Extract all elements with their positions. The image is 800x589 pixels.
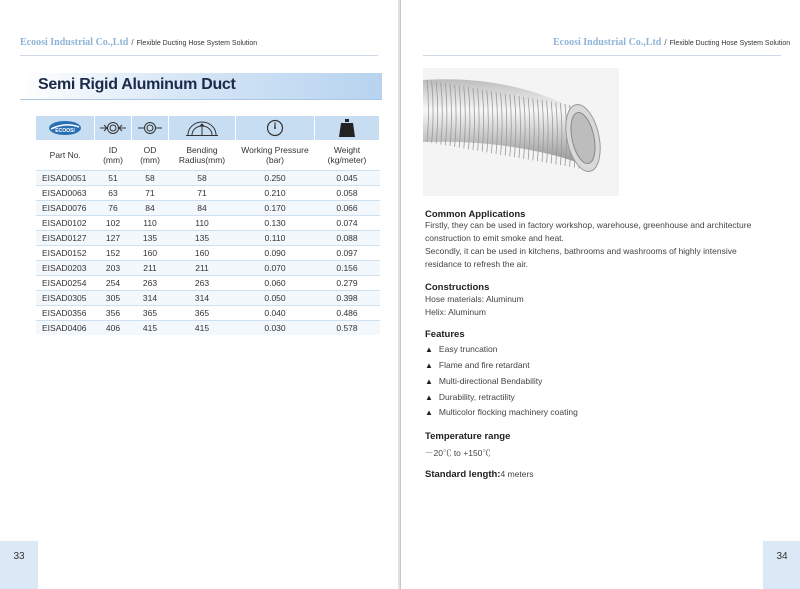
table-cell: 0.156 — [315, 261, 380, 276]
table-cell: 0.070 — [236, 261, 315, 276]
title-band — [20, 73, 382, 100]
table-cell: 211 — [132, 261, 169, 276]
table-cell: 254 — [95, 276, 132, 291]
table-cell: 51 — [95, 171, 132, 186]
table-cell: 0.486 — [315, 306, 380, 321]
table-cell: 0.030 — [236, 321, 315, 336]
table-cell: 76 — [95, 201, 132, 216]
table-cell: 152 — [95, 246, 132, 261]
triangle-bullet-icon: ▲ — [425, 408, 433, 417]
constructions-line: Hose materials: Aluminum — [425, 294, 524, 304]
table-cell: 0.398 — [315, 291, 380, 306]
part-number-cell: EISAD0254 — [36, 276, 95, 291]
feature-text: Easy truncation — [438, 344, 498, 354]
company-name: Ecoosi Industrial Co.,Ltd — [553, 37, 662, 48]
table-cell: 263 — [169, 276, 236, 291]
triangle-bullet-icon: ▲ — [425, 377, 433, 386]
table-cell: 0.060 — [236, 276, 315, 291]
icon-cell — [95, 116, 132, 140]
temperature-value: －20℃ to +150℃ — [425, 448, 491, 458]
column-header — [236, 140, 315, 171]
header-separator: / — [664, 38, 667, 47]
table-cell: 0.088 — [315, 231, 380, 246]
weight-icon — [337, 118, 357, 138]
constructions-text — [425, 293, 785, 319]
temperature-title: Temperature range — [425, 431, 511, 442]
table-cell: 110 — [169, 216, 236, 231]
part-number-cell: EISAD0305 — [36, 291, 95, 306]
table-cell: 0.090 — [236, 246, 315, 261]
page-number: 34 — [776, 551, 788, 562]
table-row — [36, 231, 380, 246]
standard-length-value: 4 meters — [500, 469, 534, 479]
table-cell: 0.130 — [236, 216, 315, 231]
table-cell: 203 — [95, 261, 132, 276]
table-row — [36, 321, 380, 336]
part-number-cell: EISAD0406 — [36, 321, 95, 336]
title-accent — [20, 73, 26, 99]
table-cell: 71 — [132, 186, 169, 201]
table-cell: 58 — [132, 171, 169, 186]
icon-cell — [132, 116, 169, 140]
feature-item — [425, 360, 530, 370]
feature-text: Durability, retractility — [438, 392, 515, 402]
table-cell: 0.097 — [315, 246, 380, 261]
table-cell: 0.066 — [315, 201, 380, 216]
icon-row — [36, 116, 380, 140]
part-number-cell: EISAD0203 — [36, 261, 95, 276]
table-cell: 415 — [132, 321, 169, 336]
outer-diameter-icon — [136, 121, 164, 135]
table-cell: 84 — [132, 201, 169, 216]
table-cell: 0.279 — [315, 276, 380, 291]
feature-item — [425, 407, 578, 417]
table-cell: 160 — [169, 246, 236, 261]
table-row — [36, 246, 380, 261]
feature-text: Multicolor flocking machinery coating — [438, 407, 578, 417]
right-page — [400, 0, 800, 589]
column-header — [95, 140, 132, 171]
page-header — [553, 37, 790, 48]
triangle-bullet-icon: ▲ — [425, 345, 433, 354]
table-cell: 415 — [169, 321, 236, 336]
page-title: Semi Rigid Aluminum Duct — [38, 76, 236, 93]
part-number-cell: EISAD0356 — [36, 306, 95, 321]
part-number-cell: EISAD0076 — [36, 201, 95, 216]
left-page — [0, 0, 399, 589]
header-divider — [20, 55, 378, 56]
table-cell: 356 — [95, 306, 132, 321]
table-cell: 263 — [132, 276, 169, 291]
applications-line: construction to emit smoke and heat. — [425, 233, 564, 243]
table-cell: 0.058 — [315, 186, 380, 201]
feature-text: Multi-directional Bendability — [438, 376, 543, 386]
table-cell: 406 — [95, 321, 132, 336]
icon-cell — [36, 116, 95, 140]
table-cell: 0.210 — [236, 186, 315, 201]
table-row — [36, 201, 380, 216]
table-cell: 365 — [169, 306, 236, 321]
table-row — [36, 261, 380, 276]
duct-image — [423, 68, 619, 196]
column-header-text: Weight (kg/meter) — [327, 145, 367, 165]
header-separator: / — [131, 38, 134, 47]
table-cell: 0.110 — [236, 231, 315, 246]
icon-cell — [315, 116, 380, 140]
part-number-cell: EISAD0063 — [36, 186, 95, 201]
column-header-text: OD (mm) — [140, 145, 160, 165]
column-header-text: Bending Radius(mm) — [178, 145, 226, 165]
table-cell: 0.250 — [236, 171, 315, 186]
table-cell: 0.050 — [236, 291, 315, 306]
page-number-tab — [0, 541, 38, 589]
table-cell: 305 — [95, 291, 132, 306]
svg-text:ECOOSI: ECOOSI — [55, 128, 75, 134]
aluminum-duct-photo — [423, 68, 619, 196]
table-cell: 135 — [169, 231, 236, 246]
part-number-cell: EISAD0127 — [36, 231, 95, 246]
triangle-bullet-icon: ▲ — [425, 393, 433, 402]
table-row — [36, 216, 380, 231]
column-header — [169, 140, 236, 171]
table-cell: 365 — [132, 306, 169, 321]
applications-line: Secondly, it can be used in kitchens, bathrooms and washrooms of highly intensive — [425, 246, 737, 256]
constructions-title: Constructions — [425, 282, 490, 293]
table-cell: 160 — [132, 246, 169, 261]
table-cell: 0.040 — [236, 306, 315, 321]
table-cell: 110 — [132, 216, 169, 231]
table-row — [36, 291, 380, 306]
standard-length — [425, 469, 534, 480]
bending-radius-icon — [185, 119, 219, 137]
table-cell: 58 — [169, 171, 236, 186]
applications-line: residance to refresh the air. — [425, 259, 529, 269]
part-number-cell: EISAD0152 — [36, 246, 95, 261]
feature-item — [425, 376, 542, 386]
icon-cell — [169, 116, 236, 140]
ecoosi-logo-icon — [45, 120, 85, 136]
table-row — [36, 276, 380, 291]
table-body — [36, 171, 380, 336]
table-row — [36, 171, 380, 186]
column-header — [315, 140, 380, 171]
table-cell: 102 — [95, 216, 132, 231]
page-number-tab — [763, 541, 800, 589]
page-header — [20, 37, 257, 48]
header-row — [36, 140, 380, 171]
table-cell: 314 — [169, 291, 236, 306]
table-cell: 71 — [169, 186, 236, 201]
column-header: Part No. — [49, 150, 81, 160]
table-cell: 0.170 — [236, 201, 315, 216]
table-cell: 84 — [169, 201, 236, 216]
icon-cell — [236, 116, 315, 140]
feature-item — [425, 344, 498, 354]
column-header-text: Working Pressure (bar) — [241, 145, 309, 165]
table-cell: 314 — [132, 291, 169, 306]
feature-text: Flame and fire retardant — [438, 360, 530, 370]
column-header-text: ID (mm) — [103, 145, 123, 165]
table-cell: 135 — [132, 231, 169, 246]
table-cell: 211 — [169, 261, 236, 276]
company-name: Ecoosi Industrial Co.,Ltd — [20, 37, 129, 48]
column-header — [132, 140, 169, 171]
header-divider — [423, 55, 781, 56]
pressure-gauge-icon — [266, 119, 284, 137]
part-number-cell: EISAD0051 — [36, 171, 95, 186]
constructions-line: Helix: Aluminum — [425, 307, 486, 317]
table-cell: 127 — [95, 231, 132, 246]
header-subtitle: Flexible Ducting Hose System Solution — [136, 40, 258, 47]
table-cell: 0.074 — [315, 216, 380, 231]
spec-table — [36, 116, 380, 335]
table-row — [36, 306, 380, 321]
inner-diameter-icon — [99, 121, 127, 135]
features-title: Features — [425, 329, 465, 340]
part-number-cell: EISAD0102 — [36, 216, 95, 231]
header-subtitle: Flexible Ducting Hose System Solution — [669, 40, 791, 47]
applications-text — [425, 219, 785, 271]
table-row — [36, 186, 380, 201]
feature-item — [425, 392, 515, 402]
table-cell: 0.045 — [315, 171, 380, 186]
applications-line: Firstly, they can be used in factory workshop, warehouse, greenhouse and architecture — [425, 220, 752, 230]
table-cell: 63 — [95, 186, 132, 201]
applications-title: Common Applications — [425, 209, 526, 220]
page-number: 33 — [13, 551, 25, 562]
triangle-bullet-icon: ▲ — [425, 361, 433, 370]
standard-length-label: Standard length: — [425, 469, 501, 480]
table-cell: 0.578 — [315, 321, 380, 336]
